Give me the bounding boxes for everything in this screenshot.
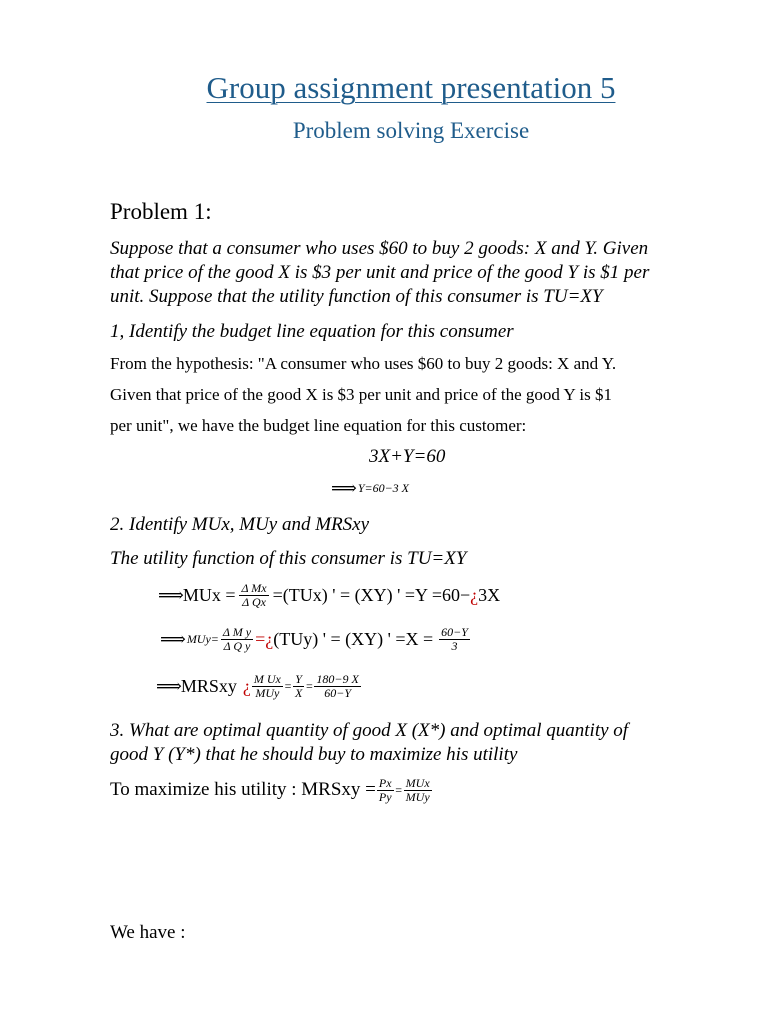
mrs-fraction-1 <box>252 673 283 699</box>
problem-statement-line-1: Suppose that a consumer who uses $60 to buy 2 goods: X and Y. Given <box>110 238 649 259</box>
problem-statement-line-3: unit. Suppose that the utility function of this consumer is TU=XY <box>110 286 603 307</box>
question-1-body-line-2: Given that price of the good X is $3 per unit and price of the good Y is $1 <box>110 385 613 404</box>
maximize-fraction-2 <box>404 777 432 803</box>
maximize-eq: = <box>394 782 403 797</box>
mrs-fraction-2 <box>293 673 304 699</box>
mrs-f2-den: X <box>294 685 303 700</box>
question-1-body-line-1: From the hypothesis: "A consumer who uses $60 to buy 2 goods: X and Y. <box>110 354 617 373</box>
document-title: Group assignment presentation 5 <box>206 70 616 105</box>
muy-eq-sign: = <box>255 628 266 649</box>
maximize-f2-num: MUx <box>405 776 430 790</box>
mrs-lhs: MRSxy <box>180 675 237 696</box>
mux-inverted-question: ¿ <box>470 584 479 605</box>
budget-line-equation: 3X+Y=60 <box>369 446 446 467</box>
question-3-heading-line-1: 3. What are optimal quantity of good X (X*) and optimal quantity of <box>110 720 629 741</box>
problem-statement-line-2: that price of the good X is $3 per unit and price of the good Y is $1 per <box>110 262 650 283</box>
mrs-f1-num: M Ux <box>253 672 281 686</box>
muy-result-den: 3 <box>451 638 458 653</box>
muy-rhs: (TUy) ' = (XY) ' =X = <box>273 628 434 649</box>
question-2-heading: 2. Identify MUx, MUy and MRSxy <box>110 514 370 535</box>
document-subtitle: Problem solving Exercise <box>292 118 530 143</box>
mrs-eq-1: = <box>283 678 292 693</box>
muy-equation <box>160 626 471 652</box>
mux-rhs-b: 3X <box>478 584 501 605</box>
budget-line-derived <box>331 478 409 499</box>
muy-fraction-den: Δ Q y <box>223 638 251 653</box>
we-have-text: We have : <box>110 922 186 943</box>
mrs-f1-den: MUy <box>255 685 280 700</box>
mrs-equation <box>156 673 362 699</box>
muy-fraction <box>221 626 253 652</box>
mux-lhs: MUx = <box>182 584 236 605</box>
implies-arrow-4: ⟹ <box>156 675 181 696</box>
budget-line-derived-expr: Y=60−3 X <box>357 481 410 495</box>
mux-equation <box>158 582 500 608</box>
question-1-heading: 1, Identify the budget line equation for this consumer <box>110 321 514 342</box>
mrs-f3-den: 60−Y <box>324 685 352 700</box>
mrs-fraction-3 <box>314 673 360 699</box>
muy-lhs: MUy= <box>186 631 219 646</box>
maximize-equation <box>110 777 433 803</box>
mux-fraction <box>239 582 268 608</box>
mux-fraction-num: Δ Mx <box>241 581 267 595</box>
mrs-eq-2: = <box>305 678 314 693</box>
problem-heading: Problem 1: <box>110 199 212 224</box>
mrs-inverted-question: ¿ <box>242 675 251 696</box>
maximize-f2-den: MUy <box>405 789 430 804</box>
muy-inverted-question: ¿ <box>265 628 274 649</box>
maximize-label: To maximize his utility : MRSxy = <box>110 779 376 801</box>
muy-fraction-num: Δ M y <box>222 625 252 639</box>
mux-fraction-den: Δ Qx <box>242 594 266 609</box>
mux-rhs-a: =(TUx) ' = (XY) ' =Y =60− <box>272 584 471 605</box>
maximize-fraction-1 <box>377 777 394 803</box>
implies-arrow-1: ⟹ <box>331 478 356 498</box>
muy-result-num: 60−Y <box>441 625 468 639</box>
question-3-heading-line-2: good Y (Y*) that he should buy to maximize his utility <box>110 744 518 765</box>
maximize-f1-num: Px <box>378 776 392 790</box>
utility-function-text: The utility function of this consumer is TU=XY <box>110 548 467 569</box>
mrs-f3-num: 180−9 X <box>316 672 359 686</box>
implies-arrow-3: ⟹ <box>160 628 185 649</box>
implies-arrow-2: ⟹ <box>158 584 183 605</box>
mrs-f2-num: Y <box>293 673 304 687</box>
muy-result-fraction <box>439 626 470 652</box>
question-1-body-line-3: per unit", we have the budget line equation for this customer: <box>110 416 527 435</box>
maximize-f1-den: Py <box>378 789 392 804</box>
